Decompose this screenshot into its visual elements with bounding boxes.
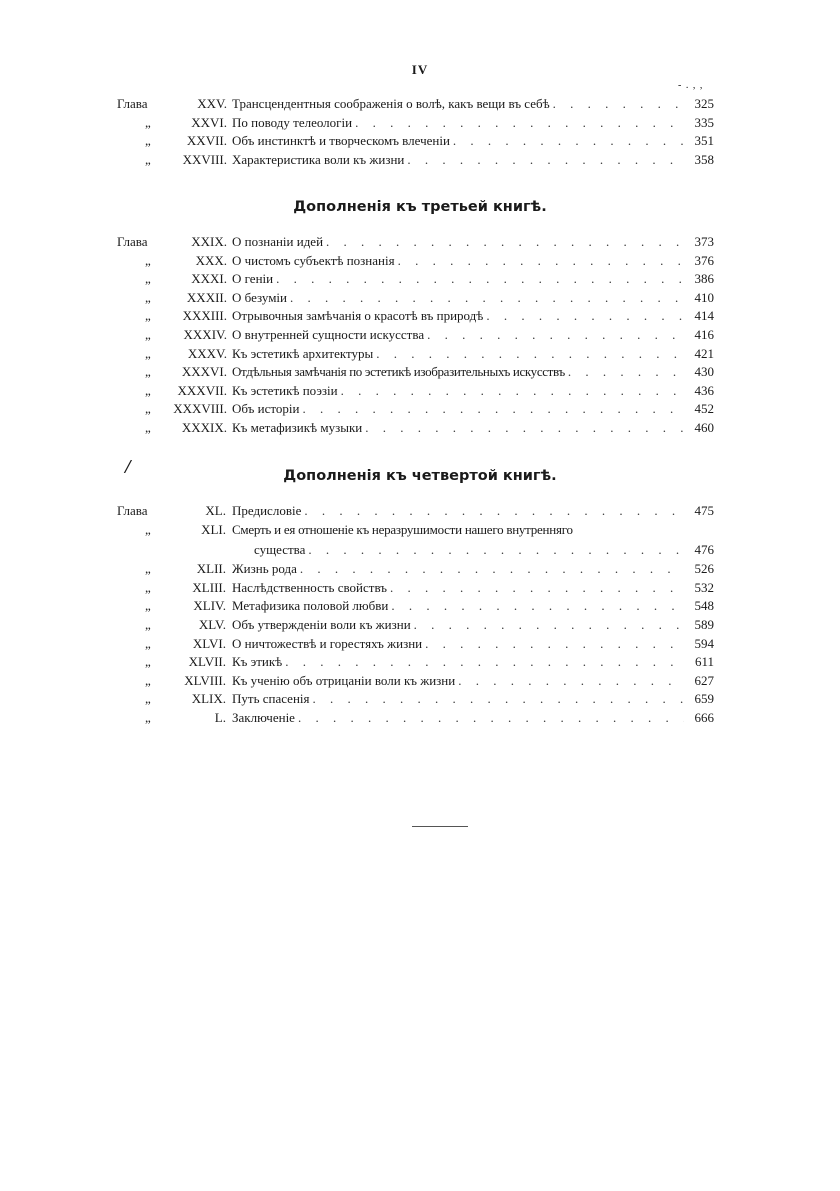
entry-label: „ — [145, 635, 151, 651]
page-ref: 416 — [694, 326, 714, 342]
chapter-title-line — [254, 539, 684, 560]
toc-entry[interactable] — [0, 579, 840, 598]
dot-leader — [486, 307, 684, 326]
page-ref: 532 — [694, 579, 714, 595]
dot-leader — [308, 539, 684, 560]
toc-section-third-book — [0, 233, 840, 438]
toc-entry[interactable] — [0, 345, 840, 364]
chapter-title-line — [232, 560, 684, 579]
entry-label: „ — [145, 672, 151, 688]
chapter-number: XLV. — [198, 616, 226, 632]
dot-leader — [427, 326, 684, 345]
chapter-number: XXXV. — [187, 345, 227, 361]
entry-label: „ — [145, 345, 151, 361]
dot-leader — [300, 560, 684, 579]
toc-entry[interactable] — [0, 382, 840, 401]
chapter-number: XLIII. — [192, 579, 226, 595]
chapter-title: О внутренней сущности искусства — [232, 326, 425, 342]
dot-leader — [365, 419, 684, 438]
toc-entry[interactable] — [0, 400, 840, 419]
entry-label: „ — [145, 326, 151, 342]
entry-label: „ — [145, 521, 151, 537]
chapter-title: Объ исторіи — [232, 401, 300, 417]
chapter-number: XXXI. — [191, 271, 227, 287]
chapter-title-line — [232, 95, 684, 114]
entry-label: „ — [145, 598, 151, 614]
chapter-number: XXXVI. — [181, 364, 227, 380]
page-ref: 589 — [694, 616, 714, 632]
entry-label: „ — [145, 151, 151, 167]
dot-leader — [453, 132, 684, 151]
chapter-title-line — [232, 307, 684, 326]
entry-label: „ — [145, 308, 151, 324]
section-heading-fourth-book: Дополненія къ четвертой книгѣ. — [283, 468, 557, 484]
chapter-title: Наслѣдственность свойствъ — [232, 579, 388, 595]
toc-section-continued — [0, 95, 840, 169]
dot-leader — [341, 382, 684, 401]
toc-entry[interactable] — [0, 709, 840, 728]
entry-label: „ — [145, 401, 151, 417]
chapter-number: XXXIV. — [183, 326, 227, 342]
entry-label: „ — [145, 579, 151, 595]
entry-label: „ — [145, 654, 151, 670]
toc-entry[interactable] — [0, 521, 840, 540]
chapter-title-line — [232, 597, 684, 616]
chapter-title-line — [232, 270, 684, 289]
toc-entry[interactable] — [0, 233, 840, 252]
dot-leader — [398, 252, 684, 271]
chapter-title-line — [232, 521, 684, 540]
chapter-title-line — [232, 672, 684, 691]
chapter-title: Отрывочныя замѣчанія о красотѣ въ природѣ — [232, 308, 484, 324]
pencil-mark: / — [125, 456, 131, 478]
entry-label: „ — [145, 252, 151, 268]
page-ref: 476 — [694, 542, 714, 558]
chapter-title-line — [232, 151, 684, 170]
entry-label: „ — [145, 364, 151, 380]
chapter-number: XLIX. — [191, 691, 226, 707]
page-ref: 325 — [694, 96, 714, 111]
page-ref: 410 — [694, 289, 714, 305]
toc-entry[interactable] — [0, 307, 840, 326]
entry-label: „ — [145, 289, 151, 305]
chapter-number: XXX. — [195, 252, 227, 268]
chapter-number: XLII. — [196, 561, 226, 577]
dot-leader — [425, 635, 684, 654]
chapter-title-line — [232, 502, 684, 521]
page-ref: 358 — [694, 151, 714, 167]
chapter-title: Смерть и ея отношеніе къ неразрушимости нашего внутренняго — [232, 521, 573, 537]
page-ref: 376 — [694, 252, 714, 268]
chapter-number: XXVIII. — [182, 151, 227, 167]
chapter-title: Отдѣльныя замѣчанія по эстетикѣ изобразительныхъ искусствъ — [232, 364, 565, 380]
chapter-number: XXVI. — [191, 114, 227, 130]
entry-label: „ — [145, 561, 151, 577]
page-ref: 335 — [694, 114, 714, 130]
entry-label: „ — [145, 419, 151, 435]
chapter-number: XXV. — [197, 96, 227, 111]
chapter-title-line — [232, 382, 684, 401]
closing-rule — [412, 826, 468, 827]
toc-entry[interactable] — [0, 597, 840, 616]
page-ref: 414 — [694, 308, 714, 324]
entry-label: „ — [145, 133, 151, 149]
chapter-number: L. — [214, 709, 226, 725]
chapter-title: Заключеніе — [232, 709, 295, 725]
page-number: IV — [411, 62, 429, 77]
toc-entry[interactable] — [0, 151, 840, 170]
page-ref: 611 — [694, 654, 714, 670]
chapter-title: Къ эстетикѣ поэзіи — [232, 382, 338, 398]
chapter-title: Предисловіе — [232, 503, 302, 518]
page-ref: 351 — [694, 133, 714, 149]
chapter-title: Объ инстинктѣ и творческомъ влеченіи — [232, 133, 450, 149]
entry-label: Глава — [117, 234, 148, 249]
toc-entry[interactable] — [0, 289, 840, 308]
page-ref: 594 — [694, 635, 714, 651]
page-ref: 373 — [694, 234, 714, 249]
chapter-title: Трансцендентныя соображенія о волѣ, какъ вещи въ себѣ — [232, 96, 550, 111]
toc-entry[interactable] — [0, 114, 840, 133]
page-ref: 452 — [694, 401, 714, 417]
corner-mark: - . , , — [678, 80, 704, 91]
chapter-title-line — [232, 233, 684, 252]
chapter-title-line — [232, 419, 684, 438]
chapter-title-line — [232, 326, 684, 345]
dot-leader — [276, 270, 684, 289]
chapter-number: XL. — [205, 503, 226, 518]
chapter-number: XLIV. — [193, 598, 226, 614]
chapter-title-line — [232, 252, 684, 271]
page-ref: 436 — [694, 382, 714, 398]
chapter-title-line — [232, 363, 684, 382]
toc-entry[interactable] — [0, 363, 840, 382]
chapter-number: XXVII. — [186, 133, 227, 149]
toc-entry[interactable] — [0, 653, 840, 672]
chapter-title: О ничтожествѣ и горестяхъ жизни — [232, 635, 423, 651]
toc-entry[interactable] — [0, 502, 840, 521]
chapter-title: По поводу телеологіи — [232, 114, 353, 130]
page-ref: 548 — [694, 598, 714, 614]
chapter-title: Характеристика воли къ жизни — [232, 151, 405, 167]
chapter-title-line — [232, 579, 684, 598]
toc-entry[interactable] — [0, 690, 840, 709]
entry-label: Глава — [117, 503, 148, 518]
chapter-title-line — [232, 690, 684, 709]
page-ref: 627 — [694, 672, 714, 688]
chapter-number: XXIX. — [191, 234, 227, 249]
dot-leader — [553, 95, 684, 114]
page-ref: 430 — [694, 364, 714, 380]
chapter-number: XLVI. — [192, 635, 226, 651]
toc-entry[interactable] — [0, 95, 840, 114]
toc-entry[interactable] — [0, 326, 840, 345]
entry-label: „ — [145, 616, 151, 632]
toc-entry-continuation[interactable] — [0, 539, 840, 560]
entry-label: Глава — [117, 96, 148, 111]
page-ref: 659 — [694, 691, 714, 707]
chapter-title-line — [232, 289, 684, 308]
chapter-number: XXXVII. — [177, 382, 227, 398]
dot-leader — [298, 709, 684, 728]
dot-leader — [302, 400, 684, 419]
page-ref: 386 — [694, 271, 714, 287]
chapter-title: Метафизика половой любви — [232, 598, 389, 614]
chapter-title-line — [232, 114, 684, 133]
entry-label: „ — [145, 691, 151, 707]
chapter-title: Объ утвержденіи воли къ жизни — [232, 616, 411, 632]
chapter-title-line — [232, 400, 684, 419]
page-ref: 421 — [694, 345, 714, 361]
dot-leader — [568, 363, 684, 382]
chapter-title-line — [232, 132, 684, 151]
dot-leader — [390, 579, 684, 598]
chapter-title-line — [232, 345, 684, 364]
entry-label: „ — [145, 709, 151, 725]
dot-leader — [326, 233, 684, 252]
entry-label: „ — [145, 114, 151, 130]
dot-leader — [391, 597, 684, 616]
chapter-title: Къ ученію объ отрицаніи воли къ жизни — [232, 672, 456, 688]
dot-leader — [414, 616, 684, 635]
chapter-number: XXXIX. — [181, 419, 227, 435]
dot-leader — [355, 114, 684, 133]
chapter-title: О геніи — [232, 271, 274, 287]
page-ref: 475 — [694, 503, 714, 518]
chapter-number: XXXII. — [186, 289, 227, 305]
chapter-title: Къ метафизикѣ музыки — [232, 419, 363, 435]
dot-leader — [304, 502, 684, 521]
chapter-number: XLI. — [201, 521, 226, 537]
toc-entry[interactable] — [0, 270, 840, 289]
page-ref: 460 — [694, 419, 714, 435]
dot-leader — [290, 289, 684, 308]
chapter-title: существа — [254, 542, 306, 558]
chapter-title: О чистомъ субъектѣ познанія — [232, 252, 395, 268]
dot-leader — [458, 672, 684, 691]
chapter-title-line — [232, 635, 684, 654]
dot-leader — [407, 151, 684, 170]
chapter-number: XLVII. — [188, 654, 226, 670]
section-heading-third-book: Дополненія къ третьей книгѣ. — [293, 199, 547, 215]
toc-entry[interactable] — [0, 132, 840, 151]
chapter-title: О безуміи — [232, 289, 287, 305]
toc-entry[interactable] — [0, 635, 840, 654]
chapter-title: Къ этикѣ — [232, 654, 283, 670]
toc-section-fourth-book — [0, 502, 840, 728]
chapter-number: XXXIII. — [182, 308, 227, 324]
dot-leader — [313, 690, 685, 709]
entry-label: „ — [145, 382, 151, 398]
chapter-title-line — [232, 616, 684, 635]
chapter-title: Жизнь рода — [232, 561, 297, 577]
chapter-title: Путь спасенія — [232, 691, 310, 707]
toc-entry[interactable] — [0, 672, 840, 691]
chapter-title-line — [232, 653, 684, 672]
chapter-title: О познаніи идей — [232, 234, 324, 249]
chapter-title-line — [232, 709, 684, 728]
toc-entry[interactable] — [0, 419, 840, 438]
chapter-title: Къ эстетикѣ архитектуры — [232, 345, 374, 361]
chapter-number: XXXVIII. — [173, 401, 227, 417]
page-ref: 526 — [694, 561, 714, 577]
dot-leader — [376, 345, 684, 364]
dot-leader — [285, 653, 684, 672]
toc-entry[interactable] — [0, 560, 840, 579]
toc-entry[interactable] — [0, 616, 840, 635]
chapter-number: XLVIII. — [184, 672, 226, 688]
page-ref: 666 — [694, 709, 714, 725]
entry-label: „ — [145, 271, 151, 287]
toc-entry[interactable] — [0, 252, 840, 271]
